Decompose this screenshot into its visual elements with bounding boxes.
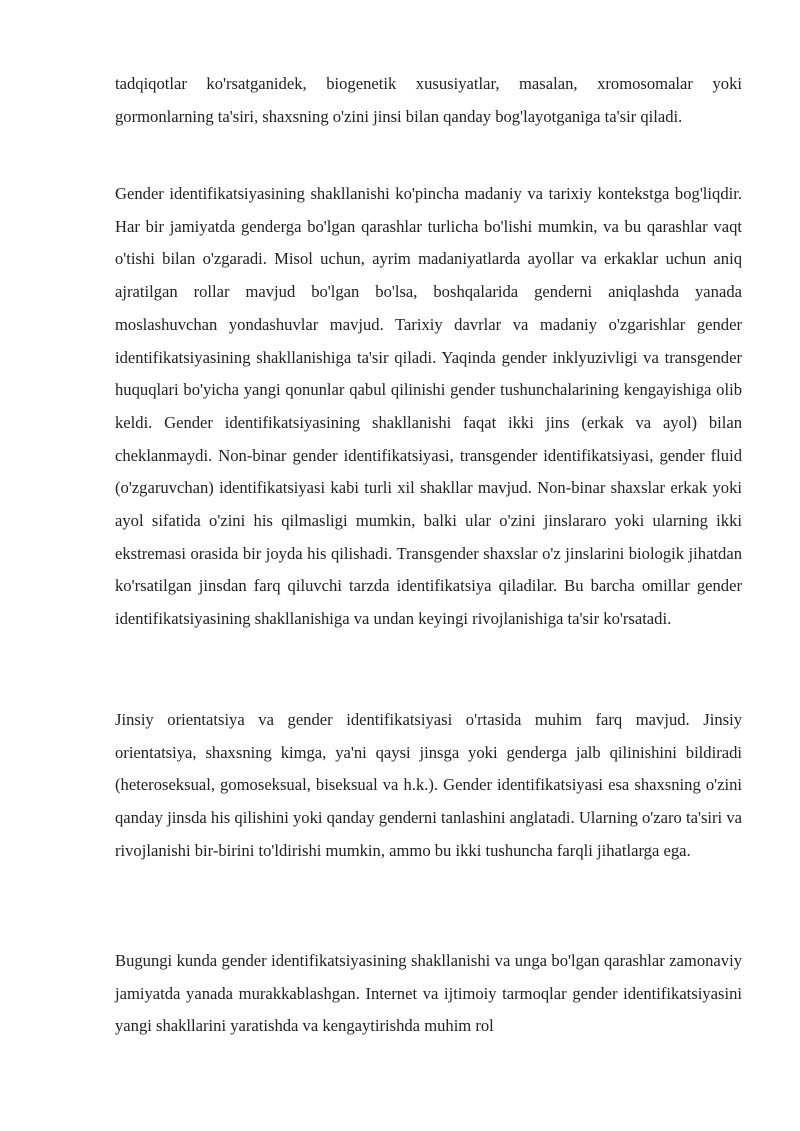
paragraph-orientation-vs-identity: Jinsiy orientatsiya va gender identifikatsiyasi o'rtasida muhim farq mavjud. Jinsiy orientatsiya, shaxsning kimga, ya'ni qaysi jinsga yoki genderga jalb qilinishini bildiradi (heteroseksual, gomoseksual, biseksual va h.k.). Gender identifikatsiyasi esa shaxsning o'zini qanday jinsda his qilishini yoki qanday genderni tanlashini anglatadi. Ularning o'zaro ta'siri va rivojlanishi bir-birini to'ldirishi mumkin, ammo bu ikki tushuncha farqli jihatlarga ega. [115, 710, 742, 860]
paragraph-continuation: tadqiqotlar ko'rsatganidek, biogenetik xususiyatlar, masalan, xromosomalar yoki gormonlarning ta'siri, shaxsning o'zini jinsi bilan qanday bog'layotganiga ta'sir qiladi. [115, 74, 742, 126]
paragraph-gender-context: Gender identifikatsiyasining shakllanishi ko'pincha madaniy va tarixiy kontekstga bog'liqdir. Har bir jamiyatda genderga bo'lgan qarashlar turlicha bo'lishi mumkin, va bu qarashlar vaqt o'tishi bilan o'zgaradi. Misol uchun, ayrim madaniyatlarda ayollar va erkaklar uchun aniq ajratilgan rollar mavjud bo'lgan bo'lsa, boshqalarida genderni aniqlashda yanada moslashuvchan yondashuvlar mavjud. Tarixiy davrlar va madaniy o'zgarishlar gender identifikatsiyasining shakllanishiga ta'sir qiladi. Yaqinda gender inklyuzivligi va transgender huquqlari bo'yicha yangi qonunlar qabul qilinishi gender tushunchalarining kengayishiga olib keldi. Gender identifikatsiyasining shakllanishi faqat ikki jins (erkak va ayol) bilan cheklanmaydi. Non-binar gender identifikatsiyasi, transgender identifikatsiyasi, gender fluid (o'zgaruvchan) identifikatsiyasi kabi turli xil shakllar mavjud. Non-binar shaxslar erkak yoki ayol sifatida o'zini his qilmasligi mumkin, balki ular o'zini jinslararo yoki ularning ikki ekstremasi orasida bir joyda his qilishadi. Transgender shaxslar o'z jinslarini biologik jihatdan ko'rsatilgan jinsdan farq qiluvchi tarzda identifikatsiya qiladilar. Bu barcha omillar gender identifikatsiyasining shakllanishiga va undan keyingi rivojlanishiga ta'sir ko'rsatadi. [115, 184, 742, 629]
paragraph-modern-society: Bugungi kunda gender identifikatsiyasining shakllanishi va unga bo'lgan qarashlar zamonaviy jamiyatda yanada murakkablashgan. Internet va ijtimoiy tarmoqlar gender identifikatsiyasini yangi shakllarini yaratishda va kengaytirishda muhim rol [115, 951, 742, 1036]
